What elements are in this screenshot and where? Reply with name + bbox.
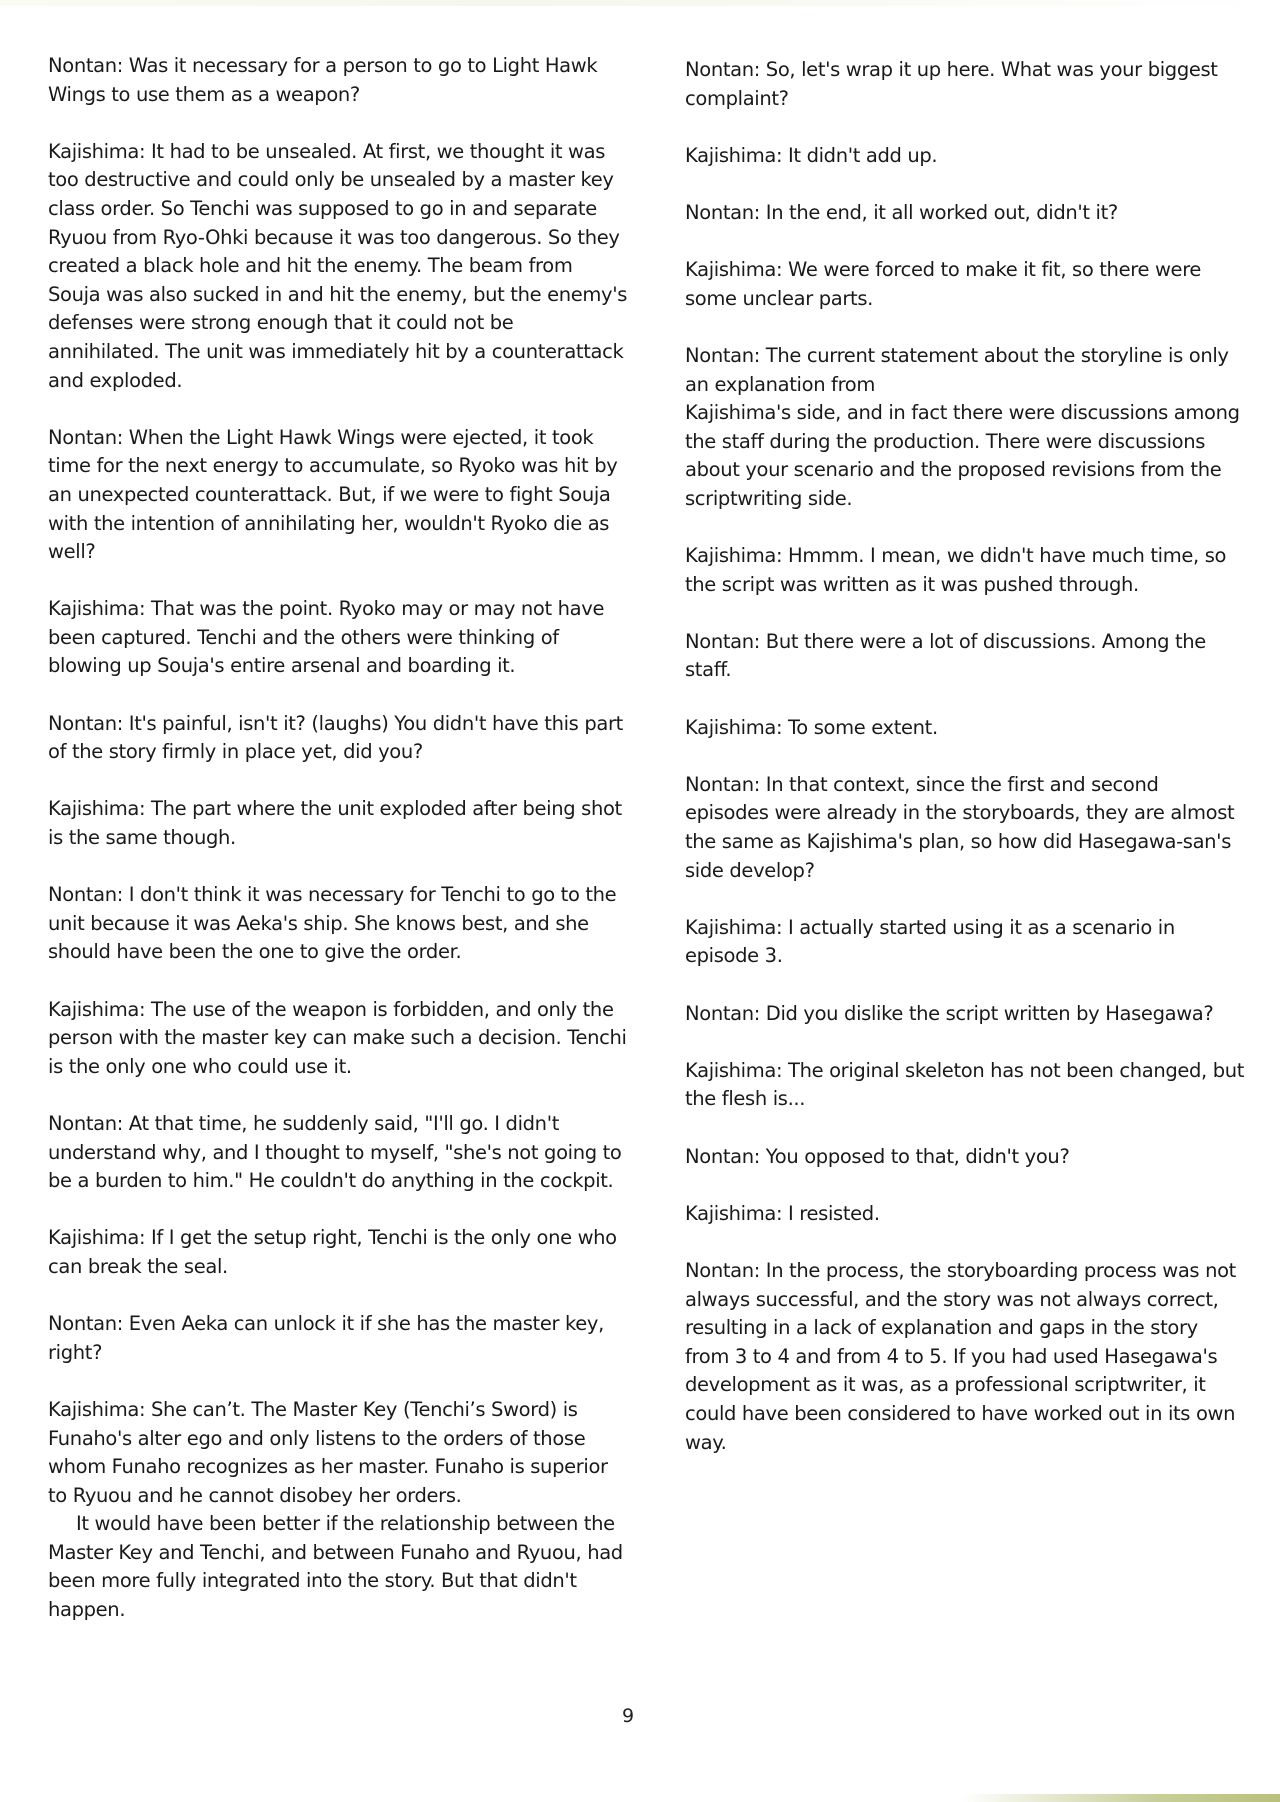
paragraph: Nontan: So, let's wrap it up here. What was your biggest complaint? bbox=[685, 58, 1218, 110]
paragraph: Nontan: At that time, he suddenly said, "I'll go. I didn't understand why, and I thought to myself, "she's not going to be a burden to him." He couldn't do anything in the cockpit. bbox=[48, 1111, 622, 1193]
paragraph: Kajishima: If I get the setup right, Tenchi is the only one who can break the seal. bbox=[48, 1226, 617, 1278]
paragraph: Kajishima: I resisted. bbox=[685, 1201, 880, 1225]
left-column bbox=[48, 52, 628, 1653]
paragraph: Kajishima: That was the point. Ryoko may or may not have been captured. Tenchi and the others were thinking of blowing up Souja's entire arsenal and boarding it. bbox=[48, 597, 605, 678]
paragraph: Nontan: You opposed to that, didn't you? bbox=[685, 1144, 1070, 1168]
right-column bbox=[685, 56, 1245, 1486]
paragraph: Nontan: Was it necessary for a person to go to Light Hawk Wings to use them as a weapon? bbox=[48, 54, 598, 106]
paragraph: Kajishima: It had to be unsealed. At first, we thought it was too destructive and could only be unsealed by a master key class order. So Tenchi was supposed to go in and separate Ryuou from Ryo-Ohki because it was too dangerous. So they created a black hole and hit the enemy. The beam from Souja was also sucked in and hit the enemy, but the enemy's defenses were strong enough that it could not be annihilated. The unit was immediately hit by a counterattack and exploded. bbox=[48, 139, 628, 392]
paragraph: Nontan: In the end, it all worked out, didn't it? bbox=[685, 200, 1118, 224]
paragraph: Nontan: It's painful, isn't it? (laughs) You didn't have this part of the story firmly in place yet, did you? bbox=[48, 711, 623, 764]
paragraph: Nontan: Even Aeka can unlock it if she has the master key, right? bbox=[48, 1312, 604, 1364]
paragraph: Kajishima: To some extent. bbox=[685, 715, 938, 739]
bottom-edge-strip bbox=[960, 1794, 1280, 1802]
paragraph: Kajishima: She can’t. The Master Key (Tenchi’s Sword) is Funaho's alter ego and only listens to the orders of those whom Funaho recognizes as her master. Funaho is superior to Ryuou and he cannot disobey her orders. bbox=[48, 1397, 608, 1507]
paragraph: Nontan: When the Light Hawk Wings were ejected, it took time for the next energy to accumulate, so Ryoko was hit by an unexpected counterattack. But, if we were to fight Souja with the intention of annihilating her, wouldn't Ryoko die as well? bbox=[48, 425, 618, 564]
paragraph: Kajishima: The part where the unit exploded after being shot is the same though. bbox=[48, 797, 622, 850]
paragraph: Nontan: But there were a lot of discussions. Among the staff. bbox=[685, 629, 1206, 682]
paragraph: Nontan: The current statement about the storyline is only an explanation from bbox=[685, 343, 1229, 396]
paragraph: Kajishima: Hmmm. I mean, we didn't have much time, so the script was written as it was pushed through. bbox=[685, 544, 1227, 596]
paragraph: Kajishima's side, and in fact there were discussions among the staff during the production. There were discussions about your scenario and the proposed revisions from the scriptwriting side. bbox=[685, 401, 1240, 510]
paragraph: Kajishima: It didn't add up. bbox=[685, 143, 938, 167]
page-number: 9 bbox=[621, 1705, 635, 1727]
paragraph: Nontan: I don't think it was necessary for Tenchi to go to the unit because it was Aeka's ship. She knows best, and she should have been the one to give the order. bbox=[48, 883, 617, 964]
paragraph: Kajishima: We were forced to make it fit, so there were some unclear parts. bbox=[685, 258, 1202, 310]
paragraph: Kajishima: I actually started using it as a scenario in episode 3. bbox=[685, 915, 1175, 968]
paragraph: Kajishima: The original skeleton has not been changed, but the flesh is... bbox=[685, 1058, 1245, 1111]
paragraph: Nontan: Did you dislike the script written by Hasegawa? bbox=[685, 1001, 1214, 1025]
paragraph: It would have been better if the relationship between the Master Key and Tenchi, and between Funaho and Ryuou, had been more fully integrated into the story. But that didn't happen. bbox=[48, 1512, 623, 1622]
paragraph: Nontan: In the process, the storyboarding process was not always successful, and the story was not always correct, resulting in a lack of explanation and gaps in the story from 3 to 4 and from 4 to 5. If you had used Hasegawa's development as it was, as a professional scriptwriter, it could have been considered to have worked out in its own way. bbox=[685, 1258, 1236, 1454]
paragraph: Nontan: In that context, since the first and second episodes were already in the storyboards, they are almost the same as Kajishima's plan, so how did Hasegawa-san's side develop? bbox=[685, 772, 1235, 882]
paragraph: Kajishima: The use of the weapon is forbidden, and only the person with the master key can make such a decision. Tenchi is the only one who could use it. bbox=[48, 997, 627, 1078]
top-edge-strip bbox=[0, 0, 1280, 6]
